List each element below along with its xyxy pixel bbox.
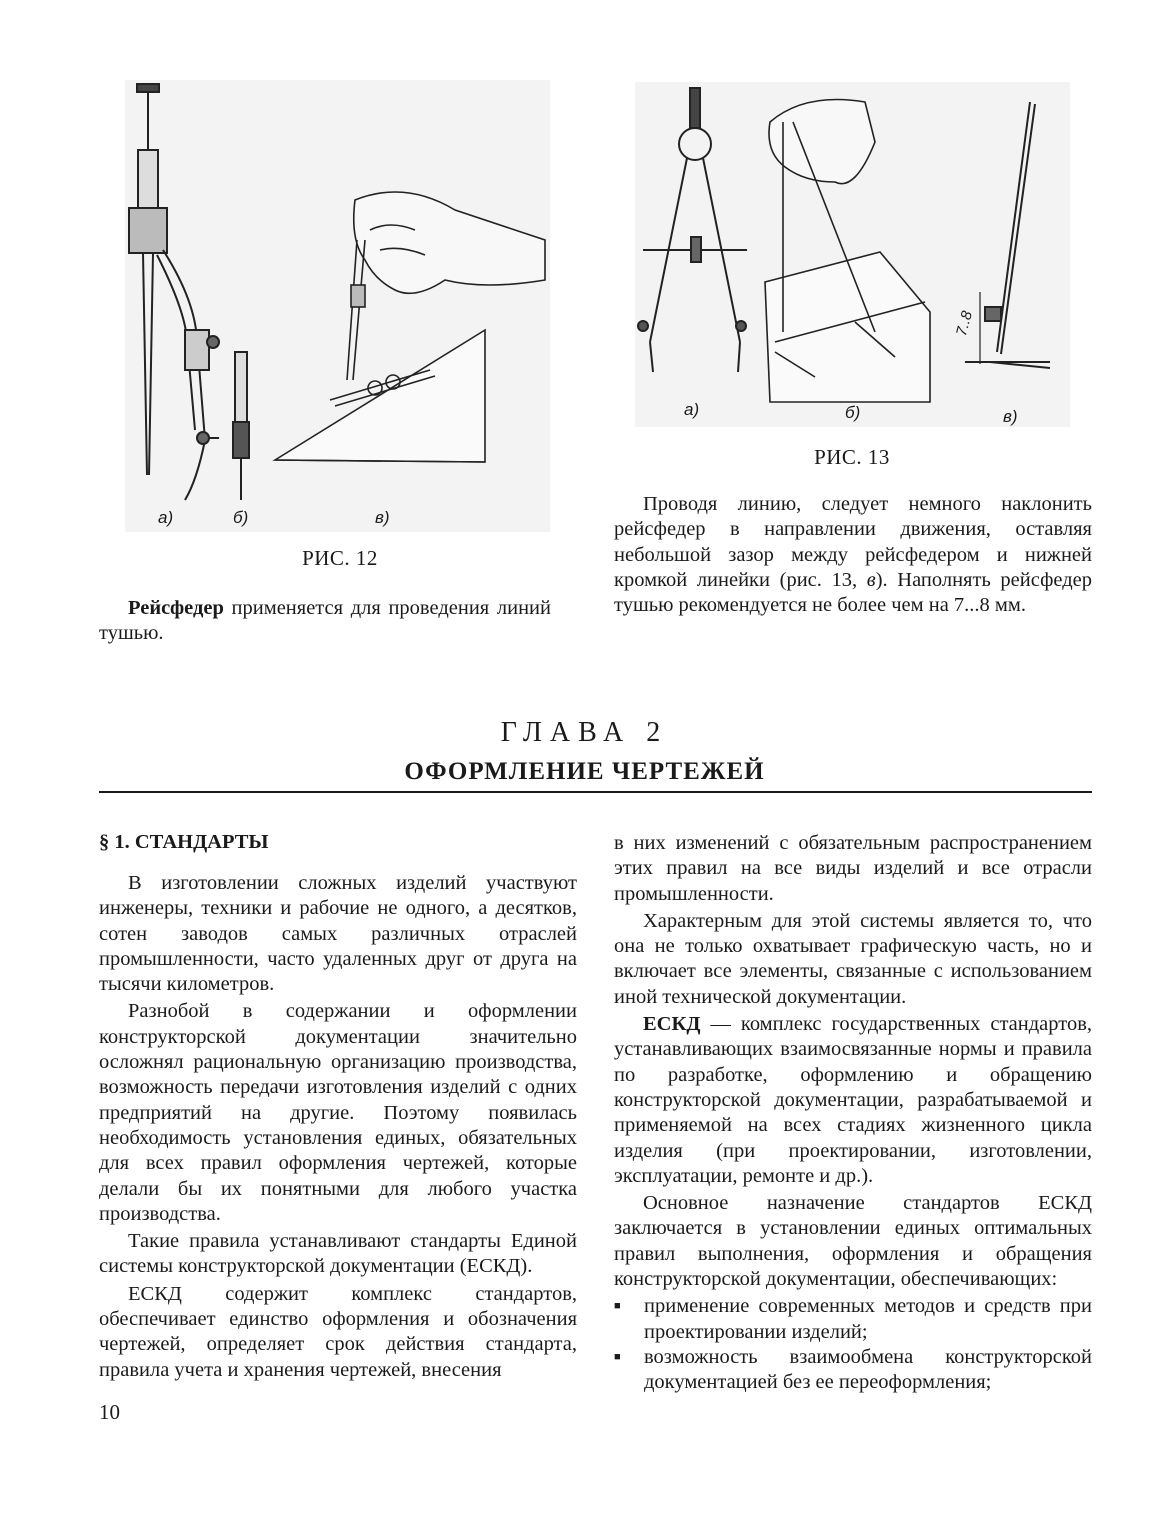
figure-13-label-b: б)	[845, 403, 861, 422]
p1-italic: в	[866, 568, 876, 591]
p1-after: ). Наполнять рейсфедер тушью рекомендуется не более чем на 7...8 мм.	[614, 568, 1092, 617]
figure-13-dimension: 7..8	[953, 309, 976, 338]
figure-12-caption: РИС. 12	[302, 546, 378, 570]
right-paragraph-3: Основное назначение стандартов ЕСКД заключается в установлении единых оптимальных правил выполнения, оформления и обращения конструкторской документации, обеспечивающих:	[614, 1192, 1092, 1291]
figure-12-drawing	[125, 80, 550, 532]
raysfeder-definition	[99, 596, 551, 647]
section-heading: § 1. СТАНДАРТЫ	[99, 831, 269, 853]
top-right-text	[614, 492, 1092, 620]
bullet-item	[614, 1294, 1092, 1345]
bullet-text: применение современных методов и средств при проектировании изделий;	[644, 1295, 1092, 1343]
p1-before: Проводя линию, следует немного наклонить рейсфедер в направлении движения, оставляя небольшой зазор между рейсфедером и нижней кромкой линейки (рис. 13,	[614, 493, 1092, 591]
figure-12-label-c: в)	[375, 508, 390, 527]
eskd-term: ЕСКД	[643, 1013, 701, 1036]
figure-12-label-b: б)	[233, 508, 249, 527]
chapter-title: ОФОРМЛЕНИЕ ЧЕРТЕЖЕЙ	[404, 758, 765, 785]
bullet-text: возможность взаимообмена конструкторской документацией без ее переоформления;	[644, 1345, 1092, 1394]
figure-13-drawing	[635, 82, 1070, 427]
eskd-definition: — комплекс государственных стандартов, устанавливающих взаимосвязанные нормы и правила по разработке, оформлению и обращению конструкторской документации, разрабатываемой и применяемой на всех стадиях жизненного цикла изделия (при проектировании, изготовлении, эксплуатации, ремонте и др.).	[614, 1013, 1092, 1187]
left-paragraph-4: ЕСКД содержит комплекс стандартов, обеспечивает единство оформления и обозначения чертежей, определяет срок действия стандарта, правила учета и хранения чертежей, внесения	[99, 1282, 577, 1381]
chapter-number: ГЛАВА 2	[500, 717, 669, 748]
left-paragraph-2: Разнобой в содержании и оформлении конструкторской документации значительно осложнял рациональную организацию производства, возможность передачи изготовления изделий с одних предприятий на другие. Поэтому появилась необходимость установления единых, обязательных для всех правил оформления чертежей, которые делали бы их понятными для любого участка производства.	[99, 1000, 577, 1225]
figure-13-label-c: в)	[1003, 407, 1018, 426]
right-column	[614, 831, 1092, 1396]
figure-13-label-a: а)	[684, 400, 700, 419]
right-paragraph-1: Характерным для этой системы является то, что она не только охватывает графическую часть, но и включает все элементы, связанные с использованием иной технической документации.	[614, 909, 1092, 1008]
figure-12	[125, 80, 550, 532]
right-paragraph-0: в них изменений с обязательным распространением этих правил на все виды изделий и все отрасли промышленности.	[614, 832, 1092, 905]
figure-13-caption: РИС. 13	[814, 445, 890, 469]
left-paragraph-1: В изготовлении сложных изделий участвуют инженеры, техники и рабочие не одного, а десятков, сотен заводов самых различных отраслей промышленности, часто удаленных друг от друга на тысячи километров.	[99, 872, 577, 996]
raysfeder-text: применяется для проведения линий тушью.	[99, 597, 551, 645]
bullet-square-icon: ■	[614, 1350, 621, 1363]
drawing-line-paragraph	[614, 492, 1092, 618]
figure-12-label-a: а)	[158, 508, 174, 527]
bullet-square-icon: ■	[614, 1300, 621, 1313]
raysfeder-term: Рейсфедер	[128, 597, 224, 619]
page-number: 10	[99, 1400, 120, 1424]
right-paragraph-2	[614, 1012, 1092, 1189]
top-left-text	[99, 596, 551, 649]
left-column	[99, 871, 577, 1385]
chapter-rule	[99, 791, 1092, 793]
left-paragraph-3: Такие правила устанавливают стандарты Единой системы конструкторской документации (ЕСКД).	[99, 1230, 577, 1278]
bullet-item	[614, 1345, 1092, 1396]
figure-13	[635, 82, 1070, 427]
